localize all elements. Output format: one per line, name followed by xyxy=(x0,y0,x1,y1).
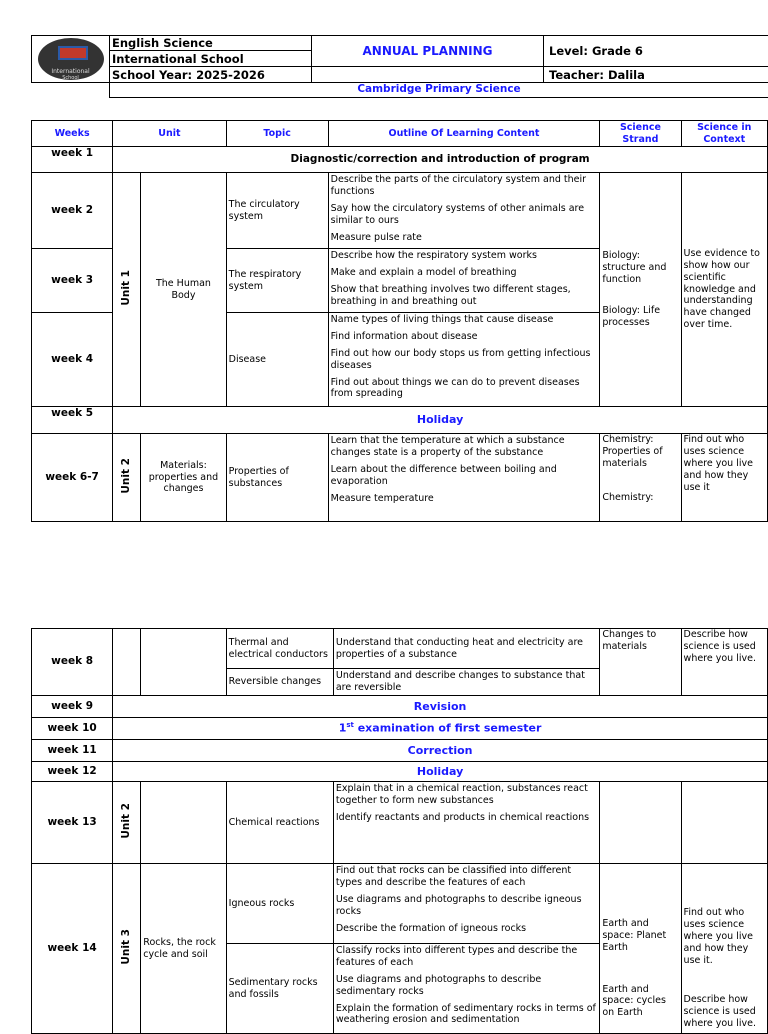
school-name-line1: English Science xyxy=(110,36,312,51)
week-2-label: week 2 xyxy=(32,173,113,249)
topic-respiratory: The respiratory system xyxy=(226,249,328,313)
week-13-label: week 13 xyxy=(32,782,113,864)
outline-item: Find information about disease xyxy=(331,331,598,343)
header-table xyxy=(31,35,768,98)
outline-item: Make and explain a model of breathing xyxy=(331,267,598,279)
col-header-unit: Unit xyxy=(113,121,226,147)
week-6-7-label: week 6-7 xyxy=(32,434,113,522)
outline-item: Identify reactants and products in chemical reactions xyxy=(336,812,598,824)
outline-chemical xyxy=(333,782,600,864)
week-1-label: week 1 xyxy=(32,147,113,173)
topic-properties: Properties of substances xyxy=(226,434,328,522)
unit-2-name: Materials: properties and changes xyxy=(141,434,226,522)
context-unit-3 xyxy=(681,864,767,1034)
outline-item: Explain that in a chemical reaction, substances react together to form new substances xyxy=(336,783,598,807)
strand-biology-2: Biology: Life processes xyxy=(602,305,678,329)
week-1-content: Diagnostic/correction and introduction of program xyxy=(113,147,768,173)
outline-item: Describe the formation of igneous rocks xyxy=(336,923,598,935)
strand-earth xyxy=(600,864,681,1034)
outline-item: Name types of living things that cause disease xyxy=(331,314,598,326)
outline-item: Measure pulse rate xyxy=(331,232,598,244)
col-header-strand: Science Strand xyxy=(600,121,681,147)
outline-reversible: Understand and describe changes to substance that are reversible xyxy=(333,669,600,696)
col-header-weeks: Weeks xyxy=(32,121,113,147)
school-logo: International School xyxy=(32,36,110,83)
school-name-line2: International School xyxy=(110,51,312,67)
topic-disease: Disease xyxy=(226,313,328,407)
outline-properties xyxy=(328,434,600,522)
strand-earth-2: Earth and space: cycles on Earth xyxy=(602,984,678,1020)
col-header-topic: Topic xyxy=(226,121,328,147)
strand-earth-1: Earth and space: Planet Earth xyxy=(602,918,678,954)
unit-3-name: Rocks, the rock cycle and soil xyxy=(141,864,226,1034)
outline-item: Describe the parts of the circulatory system and their functions xyxy=(331,174,598,198)
outline-igneous xyxy=(333,864,600,944)
teacher-label: Teacher: Dalila xyxy=(544,67,768,83)
week-10-content: 1st examination of first semester xyxy=(113,718,768,740)
week-9-content: Revision xyxy=(113,696,768,718)
outline-item: Learn about the difference between boiling and evaporation xyxy=(331,464,598,488)
strand-week-8: Changes to materials xyxy=(600,629,681,696)
outline-item: Explain the formation of sedimentary rocks in terms of weathering erosion and sedimentation xyxy=(336,1003,598,1027)
topic-igneous: Igneous rocks xyxy=(226,864,333,944)
topic-sedimentary: Sedimentary rocks and fossils xyxy=(226,944,333,1034)
week-11-label: week 11 xyxy=(32,740,113,762)
outline-item: Classify rocks into different types and describe the features of each xyxy=(336,945,598,969)
week-8-label: week 8 xyxy=(32,629,113,696)
unit-1-name: The Human Body xyxy=(141,173,226,407)
week-5-content: Holiday xyxy=(113,407,768,434)
outline-sedimentary xyxy=(333,944,600,1034)
topic-thermal: Thermal and electrical conductors xyxy=(226,629,333,669)
context-unit-3-b: Describe how science is used where you live. xyxy=(684,994,765,1030)
outline-item: Find out about things we can do to prevent diseases from spreading xyxy=(331,377,598,401)
week-10-label: week 10 xyxy=(32,718,113,740)
week-11-content: Correction xyxy=(113,740,768,762)
level-label: Level: Grade 6 xyxy=(544,36,768,67)
outline-respiratory xyxy=(328,249,600,313)
col-header-outline: Outline Of Learning Content xyxy=(328,121,600,147)
outline-item: Describe how the respiratory system works xyxy=(331,250,598,262)
strand-chemistry xyxy=(600,434,681,522)
outline-disease xyxy=(328,313,600,407)
context-unit-1: Use evidence to show how our scientific knowledge and understanding have changed over time. xyxy=(681,173,767,407)
unit-1-label: Unit 1 xyxy=(113,173,141,407)
strand-chemistry-2: Chemistry: xyxy=(602,492,678,504)
context-unit-2: Find out who uses science where you live and how they use it xyxy=(681,434,767,522)
topic-circulatory: The circulatory system xyxy=(226,173,328,249)
page-title: ANNUAL PLANNING xyxy=(312,36,544,67)
unit-2-label: Unit 2 xyxy=(113,434,141,522)
planning-table-2 xyxy=(31,628,768,1034)
outline-item: Use diagrams and photographs to describe igneous rocks xyxy=(336,894,598,918)
strand-biology xyxy=(600,173,681,407)
context-unit-3-a: Find out who uses science where you live and how they use it. xyxy=(684,907,765,966)
outline-item: Say how the circulatory systems of other animals are similar to ours xyxy=(331,203,598,227)
outline-item: Find out that rocks can be classified into different types and describe the features of each xyxy=(336,865,598,889)
outline-circulatory xyxy=(328,173,600,249)
week-5-label: week 5 xyxy=(32,407,113,434)
program-name: Cambridge Primary Science xyxy=(110,83,768,97)
col-header-context: Science in Context xyxy=(681,121,767,147)
outline-item: Show that breathing involves two different stages, breathing in and breathing out xyxy=(331,284,598,308)
outline-thermal: Understand that conducting heat and electricity are properties of a substance xyxy=(333,629,600,669)
week-4-label: week 4 xyxy=(32,313,113,407)
unit-3-label: Unit 3 xyxy=(113,864,141,1034)
week-14-label: week 14 xyxy=(32,864,113,1034)
school-year: School Year: 2025-2026 xyxy=(110,67,312,83)
week-12-content: Holiday xyxy=(113,762,768,782)
strand-chemistry-1: Chemistry: Properties of materials xyxy=(602,434,678,470)
outline-item: Use diagrams and photographs to describe sedimentary rocks xyxy=(336,974,598,998)
outline-item: Measure temperature xyxy=(331,493,598,505)
planning-table-1 xyxy=(31,120,768,522)
unit-2-label-b: Unit 2 xyxy=(113,782,141,864)
week-3-label: week 3 xyxy=(32,249,113,313)
week-9-label: week 9 xyxy=(32,696,113,718)
topic-chemical: Chemical reactions xyxy=(226,782,333,864)
outline-item: Find out how our body stops us from getting infectious diseases xyxy=(331,348,598,372)
strand-biology-1: Biology: structure and function xyxy=(602,250,678,286)
week-12-label: week 12 xyxy=(32,762,113,782)
topic-reversible: Reversible changes xyxy=(226,669,333,696)
context-week-8: Describe how science is used where you live. xyxy=(681,629,767,696)
outline-item: Learn that the temperature at which a substance changes state is a property of the substance xyxy=(331,435,598,459)
